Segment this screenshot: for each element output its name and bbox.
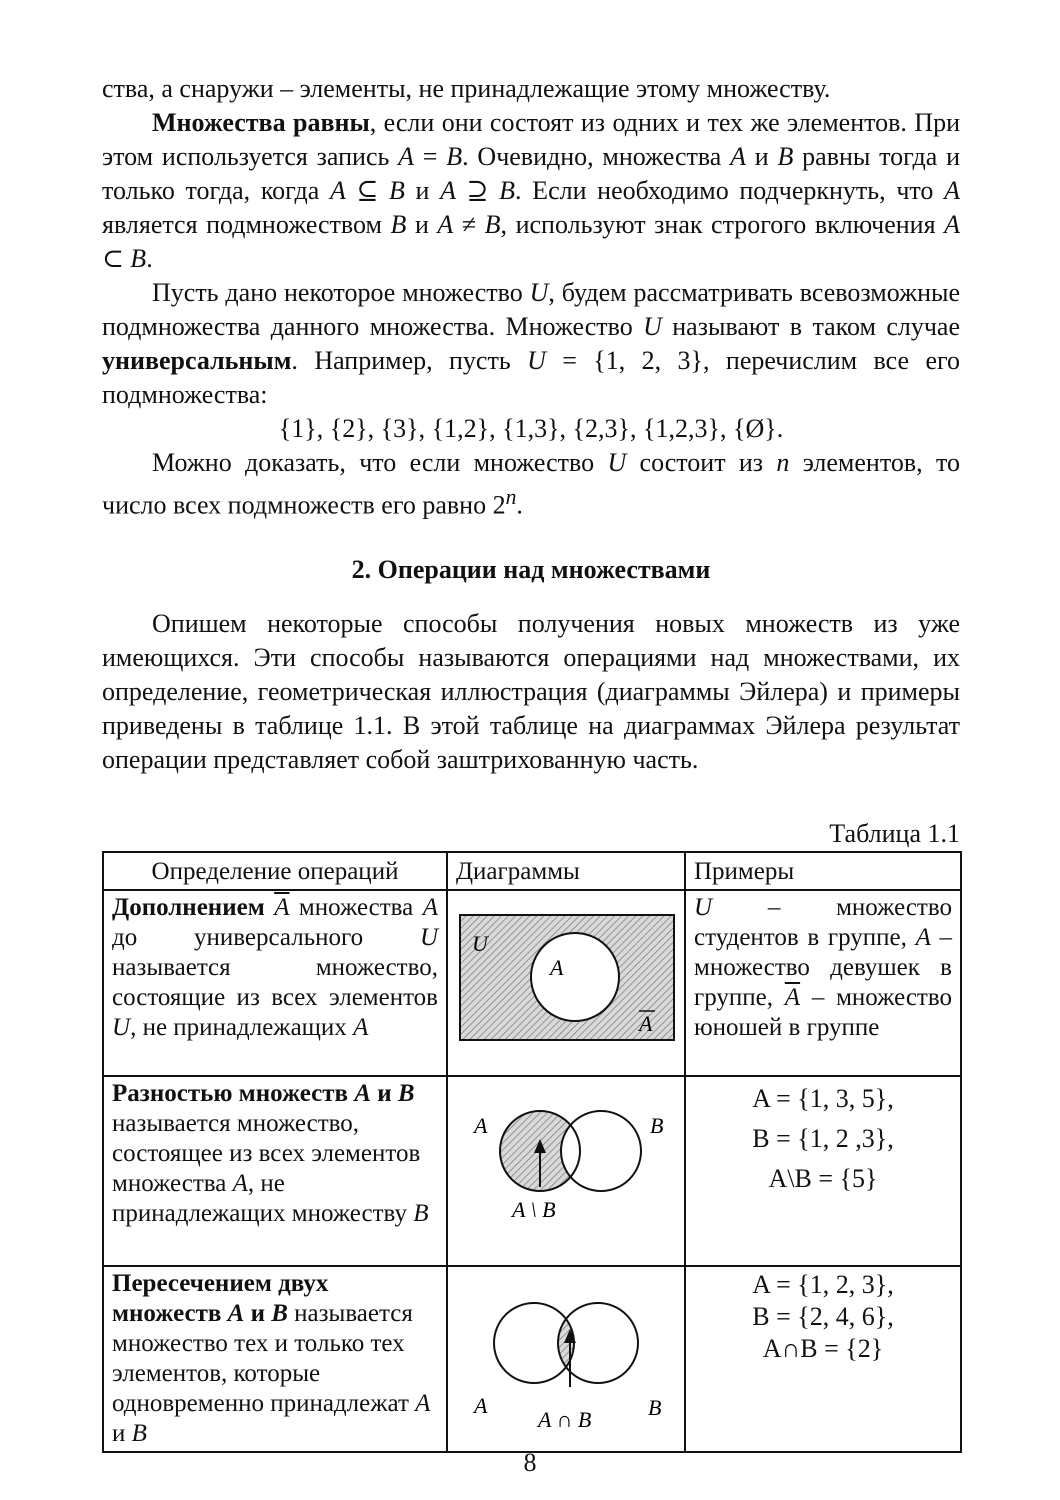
- example-a: A = {1, 3, 5},: [752, 1083, 894, 1113]
- intersection-diagram-cell: [447, 1266, 685, 1452]
- intersection-definition: Пересечением двух множеств A и B называется множество тех и только тех элементов, которые одновременно принадлежат A и B: [103, 1266, 447, 1452]
- term-universal: универсальным: [102, 346, 292, 375]
- table-header-row: [103, 852, 961, 890]
- table-row-complement: [103, 890, 961, 1076]
- term-equal-sets: Множества равны: [152, 108, 370, 137]
- label-u: U: [472, 930, 488, 956]
- intro-line: ства, а снаружи – элементы, не принадлежащие этому множеству.: [102, 74, 831, 103]
- example-b: B = {1, 2 ,3},: [752, 1123, 894, 1153]
- label-b: B: [650, 1112, 664, 1138]
- table-caption: Таблица 1.1: [829, 818, 960, 848]
- example-result: A∩B = {2}: [762, 1333, 884, 1363]
- difference-example: [685, 1076, 961, 1266]
- example-result: A\B = {5}: [768, 1163, 878, 1193]
- page-number: 8: [523, 1448, 537, 1477]
- page-body: [102, 72, 960, 1453]
- header-definition: Определение операций: [103, 852, 447, 890]
- label-a-bar: A: [639, 1010, 653, 1036]
- example-a: A = {1, 2, 3},: [752, 1269, 894, 1299]
- complement-diagram: [448, 891, 684, 1067]
- complement-diagram-cell: [447, 890, 685, 1076]
- header-diagrams: Диаграммы: [447, 852, 685, 890]
- complement-definition: Дополнением $\overline{A}$ множества A до универсального U называется множество, состоящие из всех элементов U, не принадлежащих A: [103, 890, 447, 1076]
- example-b: B = {2, 4, 6},: [752, 1301, 894, 1331]
- intersection-example: [685, 1266, 961, 1452]
- section-title: 2. Операции над множествами: [351, 554, 711, 584]
- difference-definition: Разностью множеств A и B называется множество, состоящее из всех элементов множества A, не принадлежащих множеству B: [103, 1076, 447, 1266]
- operations-table: [102, 851, 962, 1453]
- label-a-minus-b: A \ B: [512, 1196, 556, 1222]
- label-a-cap-b: A ∩ B: [538, 1406, 592, 1432]
- subsets-list: {1}, {2}, {3}, {1,2}, {1,3}, {2,3}, {1,2,3}, {Ø}.: [278, 414, 784, 443]
- label-a: A: [550, 954, 564, 980]
- complement-example: U – множество студентов в группе, A – множество девушек в группе, $\overline{A}$ – множество юношей в группе: [685, 890, 961, 1076]
- set-b-circle: [561, 1111, 641, 1191]
- difference-diagram-cell: [447, 1076, 685, 1266]
- difference-diagram: [448, 1077, 684, 1257]
- equal-sets-paragraph: Множества равны, если они состоят из одних и тех же элементов. При этом используется запись A = B. Очевидно, множества A и B равны тогда и только тогда, когда A ⊆ B и A ⊇ B. Если необходимо подчеркнуть, что A является подмножеством B и A ≠ B, используют знак строгого включения A ⊂ B.: [102, 108, 961, 273]
- table-row-difference: [103, 1076, 961, 1266]
- label-a: A: [474, 1392, 488, 1418]
- table-row-intersection: [103, 1266, 961, 1452]
- label-a: A: [474, 1112, 488, 1138]
- universal-set-paragraph: Пусть дано некоторое множество U, будем рассматривать всевозможные подмножества данного множества. Множество U называют в таком случае универсальным. Например, пусть U = {1, 2, 3}, перечислим все его подмножества:: [102, 278, 960, 409]
- label-b: B: [648, 1394, 662, 1420]
- set-a-circle: [531, 933, 619, 1021]
- operations-paragraph: Опишем некоторые способы получения новых множеств из уже имеющихся. Эти способы называются операциями над множествами, их определение, геометрическая иллюстрация (диаграммы Эйлера) и примеры приведены в таблице 1.1. В этой таблице на диаграммах Эйлера результат операции представляет собой заштрихованную часть.: [102, 608, 960, 774]
- intersection-diagram: [448, 1267, 684, 1443]
- header-examples: Примеры: [685, 852, 961, 890]
- subset-count-paragraph: Можно доказать, что если множество U состоит из n элементов, то число всех подмножеств его равно 2$^n$.: [102, 448, 960, 520]
